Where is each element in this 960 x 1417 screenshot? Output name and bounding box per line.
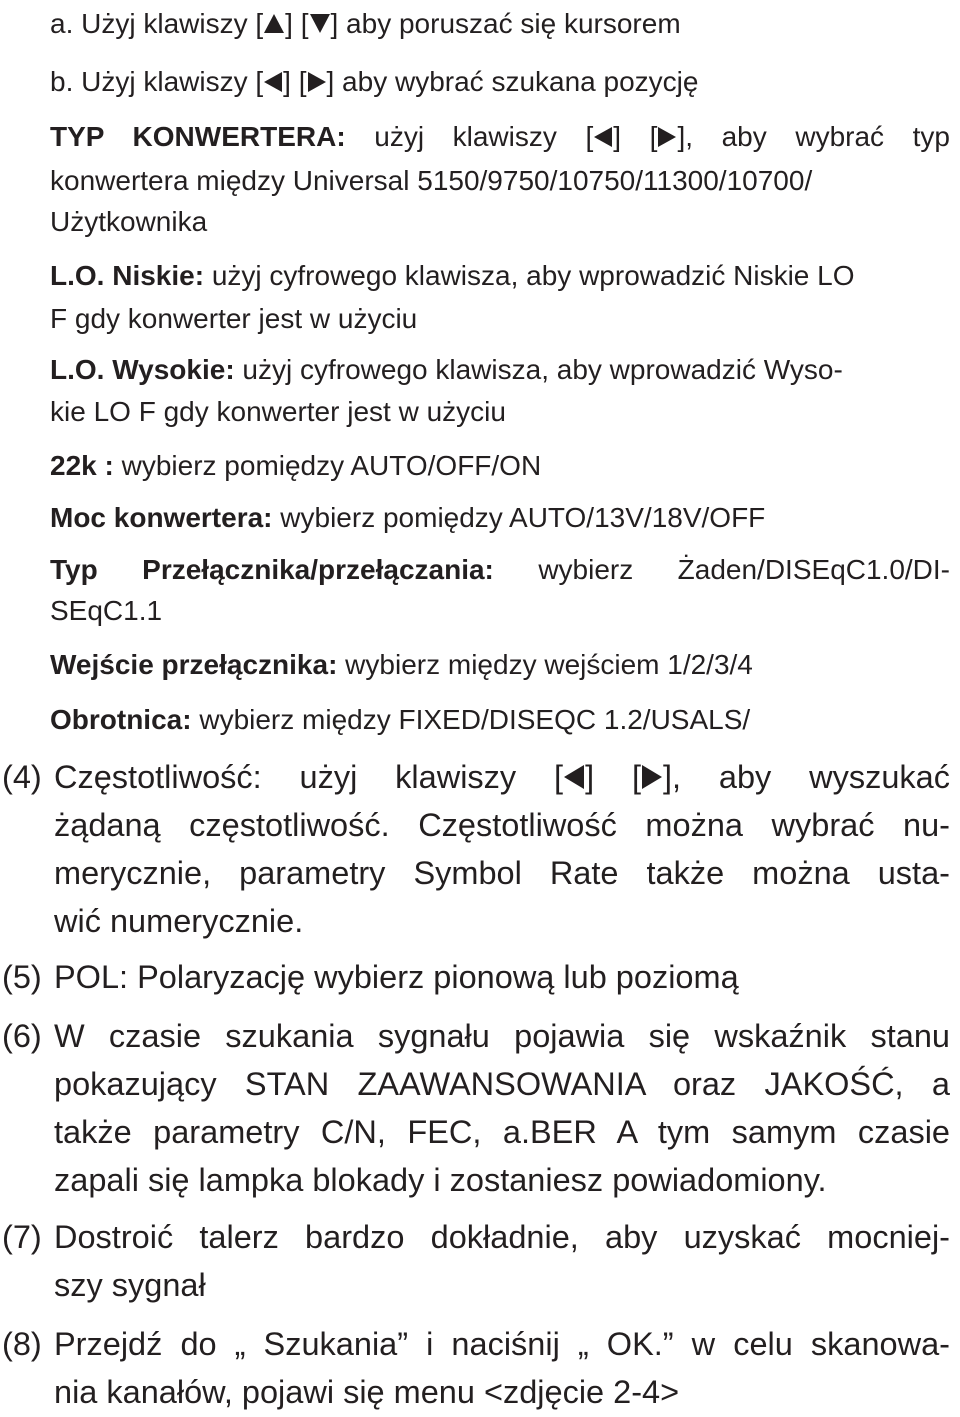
lo-low-label: L.O. Niskie: (50, 260, 205, 291)
arrow-left-icon (564, 765, 584, 789)
lo-high-label: L.O. Wysokie: (50, 354, 235, 385)
step-7-number: (7) (2, 1219, 42, 1255)
step-8-number: (8) (2, 1326, 42, 1362)
lo-high-line1: L.O. Wysokie: użyj cyfrowego klawisza, aby wprowadzić Wyso- (50, 354, 843, 385)
arrow-down-icon (310, 14, 330, 33)
step-6-line1: W czasie szukania sygnału pojawia się wskaźnik stanu (54, 1018, 950, 1054)
step-6-number: (6) (2, 1018, 42, 1054)
step-6-line3: także parametry C/N, FEC, a.BER A tym samym czasie (54, 1114, 950, 1150)
step-7-line1: Dostroić talerz bardzo dokładnie, aby uzyskać mocniej- (54, 1219, 950, 1255)
arrow-up-icon (264, 14, 284, 33)
step-7-line2: szy sygnał (54, 1267, 206, 1303)
step-6-line4: zapali się lampka blokady i zostaniesz powiadomiony. (54, 1162, 827, 1198)
step-5-line1: POL: Polaryzację wybierz pionową lub poziomą (54, 959, 739, 995)
arrow-right-icon (308, 72, 326, 92)
setting-switch-type-line2: SEqC1.1 (50, 595, 163, 626)
step-5-number: (5) (2, 959, 42, 995)
lo-low-line2: F gdy konwerter jest w użyciu (50, 303, 418, 334)
lo-high-line2: kie LO F gdy konwerter jest w użyciu (50, 396, 506, 427)
converter-type-line2: konwertera między Universal 5150/9750/10750/11300/10700/ (50, 165, 813, 196)
arrow-right-icon (658, 127, 676, 147)
converter-type-line1: TYP KONWERTERA: użyj klawiszy [ ] [ ], aby wybrać typ (50, 121, 950, 152)
step-6-line2: pokazujący STAN ZAAWANSOWANIA oraz JAKOŚĆ, a (54, 1066, 950, 1102)
converter-type-label: TYP KONWERTERA: (50, 121, 346, 152)
arrow-right-icon (642, 765, 662, 789)
step-4-line3: merycznie, parametry Symbol Rate także można usta- (54, 855, 950, 891)
setting-lnb-power: Moc konwertera: wybierz pomiędzy AUTO/13V/18V/OFF (50, 502, 766, 533)
setting-lnb-power-label: Moc konwertera: (50, 502, 273, 533)
lo-low-line1: L.O. Niskie: użyj cyfrowego klawisza, aby wprowadzić Niskie LO (50, 260, 855, 291)
step-4-line4: wić numerycznie. (54, 903, 304, 939)
converter-type-line3: Użytkownika (50, 206, 208, 237)
step-8-line1: Przejdź do „ Szukania” i naciśnij „ OK.” w celu skanowa- (54, 1326, 950, 1362)
setting-switch-type-label: Typ Przełącznika/przełączania: (50, 554, 494, 585)
setting-switch-type-line1: Typ Przełącznika/przełączania: wybierz Żaden/DISEqC1.0/DI- (50, 554, 951, 585)
arrow-left-icon (594, 127, 612, 147)
setting-switch-input-label: Wejście przełącznika: (50, 649, 338, 680)
step-8-line2: nia kanałów, pojawi się menu <zdjęcie 2-4> (54, 1374, 680, 1410)
setting-22k: 22k : wybierz pomiędzy AUTO/OFF/ON (50, 450, 542, 481)
step-4-line1: Częstotliwość: użyj klawiszy [ ] [ ], aby wyszukać (54, 759, 951, 795)
setting-22k-label: 22k : (50, 450, 114, 481)
setting-motor-label: Obrotnica: (50, 704, 192, 735)
instruction-a: a. Użyj klawiszy [ ] [ ] aby poruszać się kursorem (50, 8, 681, 39)
arrow-left-icon (264, 72, 282, 92)
step-4-line2: żądaną częstotliwość. Częstotliwość można wybrać nu- (54, 807, 950, 843)
step-4-number: (4) (2, 759, 42, 795)
setting-switch-input: Wejście przełącznika: wybierz między wejściem 1/2/3/4 (50, 649, 753, 680)
instruction-b: b. Użyj klawiszy [ ] [ ] aby wybrać szukana pozycję (50, 66, 699, 97)
setting-motor: Obrotnica: wybierz między FIXED/DISEQC 1.2/USALS/ (50, 704, 751, 735)
